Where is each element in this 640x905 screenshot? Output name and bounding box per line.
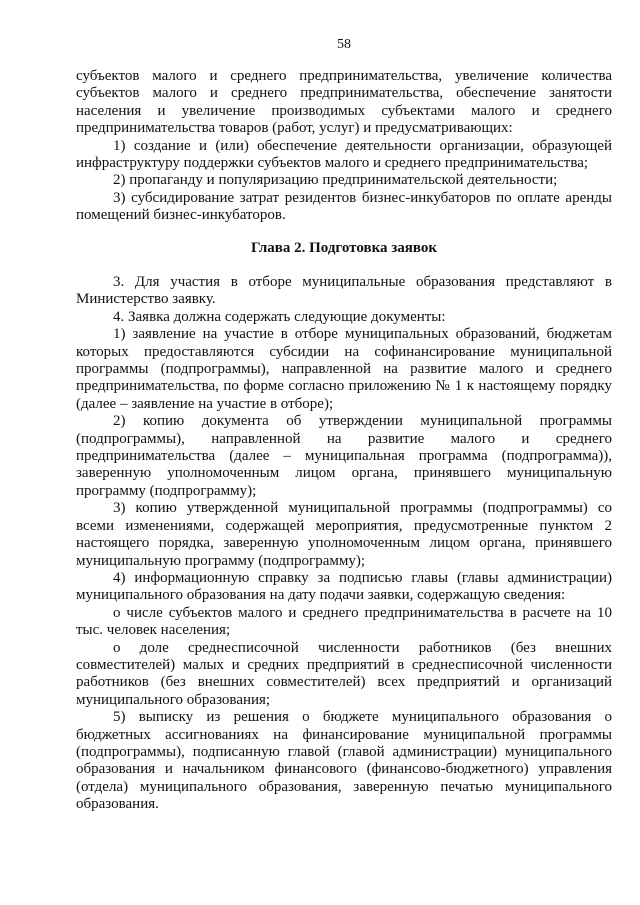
paragraph-info-entrepreneurs: о числе субъектов малого и среднего предпринимательства в расчете на 10 тыс. человек населения; [76, 604, 612, 639]
paragraph-document-3: 3) копию утвержденной муниципальной программы (подпрограммы) со всеми изменениями, содержащей мероприятия, предусмотренные пунктом 2 настоящего порядка, заверенную уполномоченным лицом органа, принявшего муниципальную программу (подпрограмму); [76, 500, 612, 569]
page-number: 58 [337, 37, 351, 52]
paragraph-document-1: 1) заявление на участие в отборе муниципальных образований, бюджетам которых предоставляются субсидии на софинансирование муниципальной программы (подпрограммы), направленной на развитие малого и среднего предпринимательства, по форме согласно приложению № 1 к настоящему порядку (далее – заявление на участие в отборе); [76, 326, 612, 412]
paragraph-document-4: 4) информационную справку за подписью главы (главы администрации) муниципального образования на дату подачи заявки, содержащую сведения: [76, 569, 612, 604]
intro-section [76, 68, 612, 225]
paragraph-item-2: 2) пропаганду и популяризацию предпринимательской деятельности; [113, 172, 558, 189]
chapter-body [76, 274, 612, 814]
paragraph-document-5: 5) выписку из решения о бюджете муниципального образования о бюджетных ассигнованиях на финансирование муниципальной программы (подпрограммы), подписанную главой (главой администрации) муниципального образования и начальником финансового (финансово-бюджетного) управления (отдела) муниципального образования, заверенную печатью муниципального образования. [76, 709, 612, 813]
paragraph-intro-continuation: субъектов малого и среднего предпринимательства, увеличение количества субъектов малого и среднего предпринимательства, обеспечение занятости населения и увеличение производимых субъектами малого и среднего предпринимательства товаров (работ, услуг) и предусматривающих: [76, 68, 612, 137]
chapter-title: Глава 2. Подготовка заявок [250, 240, 438, 256]
paragraph-clause-4: 4. Заявка должна содержать следующие документы: [113, 308, 446, 325]
paragraph-info-employees: о доле среднесписочной численности работников (без внешних совместителей) малых и средних предприятий в среднесписочной численности работников (без внешних совместителей) всех предприятий и организаций муниципального образования; [76, 639, 612, 708]
paragraph-item-1: 1) создание и (или) обеспечение деятельности организации, образующей инфраструктуру поддержки субъектов малого и среднего предпринимательства; [76, 137, 612, 172]
paragraph-item-3: 3) субсидирование затрат резидентов бизнес-инкубаторов по оплате аренды помещений бизнес-инкубаторов. [76, 189, 612, 224]
paragraph-document-2: 2) копию документа об утверждении муниципальной программы (подпрограммы), направленной на развитие малого и среднего предпринимательства (далее – муниципальная программа (подпрограмма)), заверенную уполномоченным лицом органа, принявшего муниципальную программу (подпрограмму); [76, 413, 612, 499]
paragraph-clause-3: 3. Для участия в отборе муниципальные образования представляют в Министерство заявку. [76, 274, 612, 308]
